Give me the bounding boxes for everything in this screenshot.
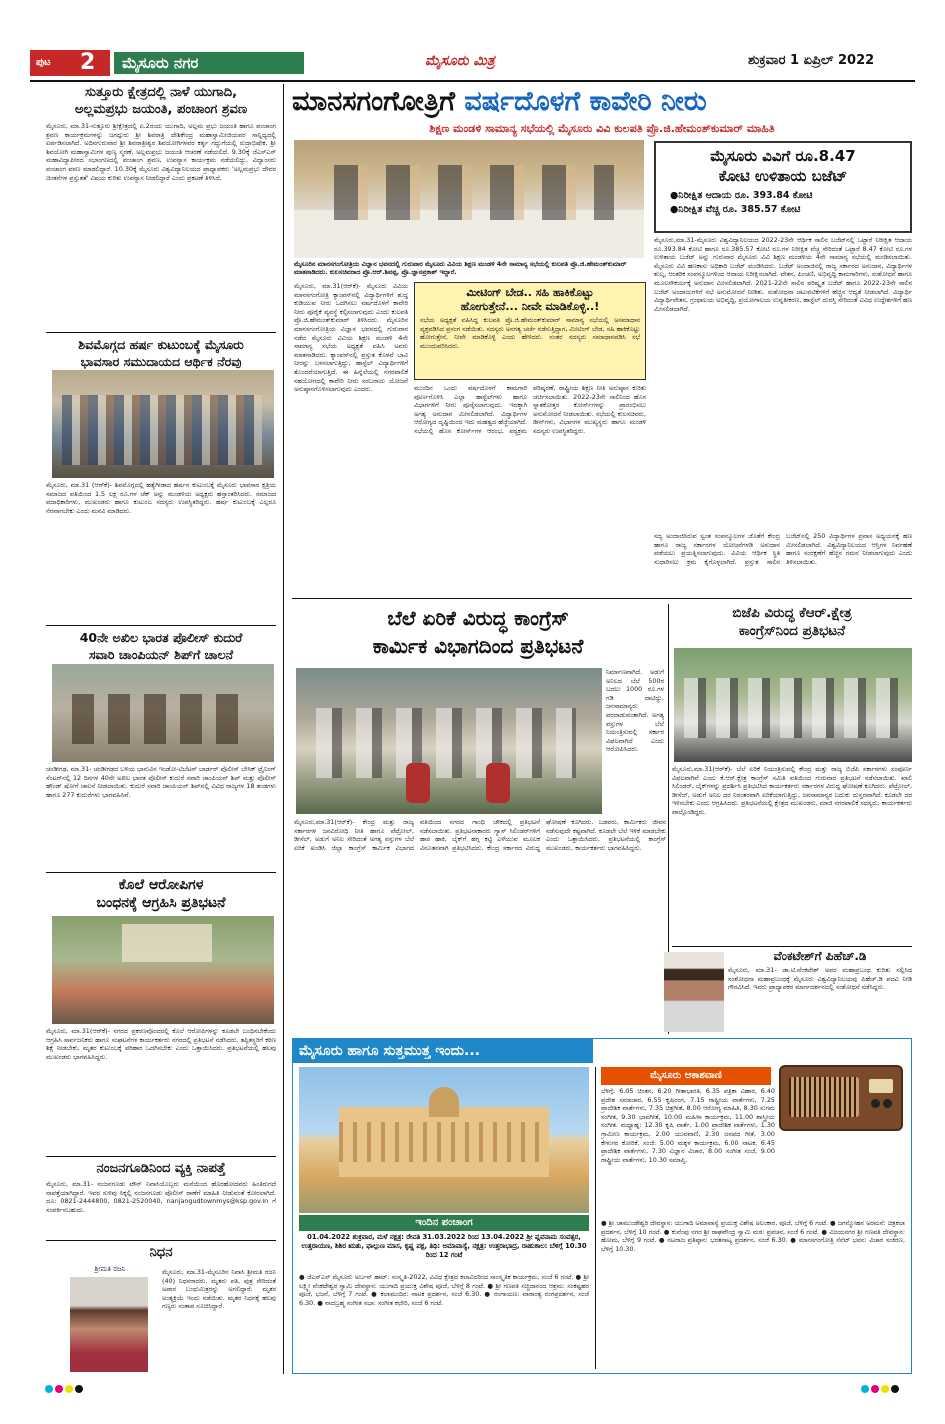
- suttur-headline-line2: ಅಲ್ಲಮಪ್ರಭು ಜಯಂತಿ, ಪಂಚಾಂಗ ಶ್ರವಣ: [74, 102, 248, 117]
- police-body: ಚಂಡೀಗಢ, ಮಾ.31- ಚಂಡೀಗಢದ ಬಳಿಯ ಭಾನುವಿನ ಇಂಡೋ-ಟಿಬೆಟನ್ ಬಾರ್ಡರ್ ಪೊಲೀಸ್ ಬೇಸಿಕ್ ಟ್ರೈನಿಂಗ್ ಸೆಂಟರ್‌ನಲ್ಲಿ 12 ದಿನಗಳ 40ನೇ ಅಖಿಲ ಭಾರತ ಪೊಲೀಸ್ ಕುದುರೆ ಸವಾರಿ ಚಾಂಪಿಯನ್ ಶಿಪ್ ಮತ್ತು ಪೊಲೀಸ್ ಹೌಂಡ್ ಷೋಗೆ ಚಾಲನೆ ನೀಡಲಾಯಿತು. ಕುದುರೆ ಸವಾರಿ ಚಾಂಪಿಯನ್ ಶಿಪ್‌ನಲ್ಲಿ ವಿವಿಧ ರಾಜ್ಯಗಳ 18 ತಂಡಗಳು ಹಾಗೂ 277 ಕುದುರೆಗಳು ಭಾಗವಹಿಸಿವೆ.: [46, 765, 276, 799]
- main-body-right: ಮುಂದಿನ ಒಂದು ವರ್ಷದೊಳಗೆ ಕಾಮಗಾರಿ ಪೂರ್ಣಗೊಳಿಸಿ ಎಲ್ಲಾ ಹಾಸ್ಟೆಲ್‌ಗಳು ಹಾಗೂ ವಿಭಾಗಗಳಿಗೆ ನೀರು ಪೂರೈಸಲಾಗುವುದು. ಇದಕ್ಕಾಗಿ ಅಗತ್ಯ ಅನುದಾನ ಮೀಸಲಿಡಲಾಗಿದೆ. ವಿದ್ಯಾರ್ಥಿಗಳ ಆರೋಗ್ಯದ ದೃಷ್ಟಿಯಿಂದ ಇದು ಮಹತ್ವದ ಹೆಜ್ಜೆಯಾಗಿದೆ. ಸಭೆಯಲ್ಲಿ ಹೊಸ ಕೋರ್ಸ್‌ಗಳ ಆರಂಭ, ಪಠ್ಯಕ್ರಮ ಪರಿಷ್ಕರಣೆ, ರಾಷ್ಟ್ರೀಯ ಶಿಕ್ಷಣ ನೀತಿ ಅನುಷ್ಠಾನ ಕುರಿತು ಚರ್ಚಿಸಲಾಯಿತು. 2022-23ನೇ ಸಾಲಿನಿಂದ ಹೊಸ ಸ್ನಾತಕೋತ್ತರ ಕೋರ್ಸ್‌ಗಳನ್ನು ಪ್ರಾರಂಭಿಸಲು ಅನುಮೋದನೆ ನೀಡಲಾಯಿತು. ಸಭೆಯಲ್ಲಿ ಕುಲಸಚಿವರು, ಡೀನ್‌ಗಳು, ವಿಭಾಗಗಳ ಮುಖ್ಯಸ್ಥರು ಹಾಗೂ ಮಂಡಳಿ ಸದಸ್ಯರು ಉಪಸ್ಥಿತರಿದ್ದರು.: [414, 384, 646, 435]
- main-headline-part2: ವರ್ಷದೊಳಗೆ ಕಾವೇರಿ ನೀರು: [464, 86, 707, 117]
- column-rule: [283, 84, 284, 1374]
- panchanga-body: 01.04.2022 ಶುಕ್ರವಾರ, ಮಳೆ ನಕ್ಷತ್ರ: ರೇವತಿ 31.03.2022 ರಿಂದ 13.04.2022 ಶ್ರೀ ಪ್ಲವನಾಮ ಸಂವತ್ಸರ, ಉತ್ತರಾಯಣ, ಶಿಶಿರ ಋತು, ಫಾಲ್ಗುಣ ಮಾಸ, ಕೃಷ್ಣ ಪಕ್ಷ, ತಿಥಿ: ಅಮಾವಾಸ್ಯೆ, ನಕ್ಷತ್ರ: ಉತ್ತರಾಭಾದ್ರ, ರಾಹುಕಾಲ: ಬೆಳಿಗ್ಗೆ 10.30 ರಿಂದ 12 ಗಂಟೆ: [301, 1233, 587, 1259]
- main-headline: [292, 84, 912, 120]
- page-number-badge: [30, 50, 110, 76]
- meeting-sidebar-box: [414, 282, 646, 380]
- budget-headline-line1: ಮೈಸೂರು ವಿವಿಗೆ ರೂ.8.47: [710, 147, 856, 165]
- divider: [46, 872, 276, 873]
- radio-icon: [779, 1065, 903, 1131]
- divider: [292, 598, 912, 599]
- main-body-left: ಮೈಸೂರು, ಮಾ.31(ಆರ್‌ಕೆ)- ಮೈಸೂರು ವಿವಿಯ ಮಾನಸಗಂಗೋತ್ರಿ ಕ್ಯಾಂಪಸ್‌ನಲ್ಲಿ ವಿದ್ಯಾರ್ಥಿಗಳಿಗೆ ಶುದ್ಧ ಕುಡಿಯುವ ನೀರು ಒದಗಿಸಲು ವರ್ಷದೊಳಗೆ ಕಾವೇರಿ ನೀರು ಪೂರೈಕೆ ವ್ಯವಸ್ಥೆ ಕಲ್ಪಿಸಲಾಗುವುದು ಎಂದು ಕುಲಪತಿ ಪ್ರೊ.ಜಿ.ಹೇಮಂತ್‌ಕುಮಾರ್ ತಿಳಿಸಿದರು. ಮೈಸೂರಿನ ಮಾನಸಗಂಗೋತ್ರಿಯ ವಿಜ್ಞಾನ ಭವನದಲ್ಲಿ ಗುರುವಾರ ನಡೆದ ಮೈಸೂರು ವಿವಿಯ ಶಿಕ್ಷಣ ಮಂಡಳಿ 4ನೇ ಸಾಮಾನ್ಯ ಸಭೆಯ ಅಧ್ಯಕ್ಷತೆ ವಹಿಸಿ ಅವರು ಮಾತನಾಡಿದರು. ಕ್ಯಾಂಪಸ್‌ನಲ್ಲಿ ಪ್ರಸ್ತುತ ಕೊಳವೆ ಬಾವಿ ನೀರನ್ನು ಬಳಸಲಾಗುತ್ತಿದ್ದು, ಹಾಸ್ಟೆಲ್ ವಿದ್ಯಾರ್ಥಿಗಳಿಗೆ ತೊಂದರೆಯಾಗುತ್ತಿದೆ. ಈ ಹಿನ್ನೆಲೆಯಲ್ಲಿ ನಗರಪಾಲಿಕೆ ಸಹಯೋಗದಲ್ಲಿ ಕಾವೇರಿ ನೀರು ಸರಬರಾಜು ಯೋಜನೆ ಅನುಷ್ಠಾನಗೊಳಿಸಲಾಗುವುದು ಎಂದರು.: [294, 282, 408, 394]
- kole-protest-photo: [52, 916, 274, 1024]
- kole-headline-line1: ಕೊಲೆ ಆರೋಪಿಗಳ: [118, 877, 204, 893]
- palace-photo: [299, 1067, 589, 1213]
- divider: [46, 625, 276, 626]
- shivamogga-group-photo: [52, 370, 274, 478]
- price-hike-body: ಮೈಸೂರು,ಮಾ.31(ಆರ್‌ಕೆ)- ಕೇಂದ್ರ ಮತ್ತು ರಾಜ್ಯ ಸರ್ಕಾರಗಳ ಜನವಿರೋಧಿ ನೀತಿ ಹಾಗೂ ಪೆಟ್ರೋಲ್, ಡೀಸೆಲ್, ಅಡುಗೆ ಅನಿಲ ಸೇರಿದಂತೆ ಅಗತ್ಯ ವಸ್ತುಗಳ ಬೆಲೆ ಏರಿಕೆ ಖಂಡಿಸಿ ಜಿಲ್ಲಾ ಕಾಂಗ್ರೆಸ್ ಕಾರ್ಮಿಕ ವಿಭಾಗದ ವತಿಯಿಂದ ನಗರದ ಗಾಂಧಿ ಚೌಕದಲ್ಲಿ ಪ್ರತಿಭಟನೆ ನಡೆಸಲಾಯಿತು. ಪ್ರತಿಭಟನಾಕಾರರು ಗ್ಯಾಸ್ ಸಿಲಿಂಡರ್‌ಗಳಿಗೆ ಹಾರ ಹಾಕಿ, ಬೈಕ್‌ಗೆ ಹಗ್ಗ ಕಟ್ಟಿ ಎಳೆಯುವ ಮೂಲಕ ವಿನೂತನವಾಗಿ ಪ್ರತಿಭಟಿಸಿದರು. ಕೇಂದ್ರ ಸರ್ಕಾರದ ವಿರುದ್ಧ ಘೋಷಣೆ ಕೂಗಿದರು. ಬಡವರು, ಕಾರ್ಮಿಕರು ಜೀವನ ನಡೆಸುವುದೇ ಕಷ್ಟವಾಗಿದೆ. ಕೂಡಲೇ ಬೆಲೆ ಇಳಿಕೆ ಮಾಡಬೇಕು ಎಂದು ಒತ್ತಾಯಿಸಿದರು. ಪ್ರತಿಭಟನೆಯಲ್ಲಿ ಕಾಂಗ್ರೆಸ್ ಮುಖಂಡರು, ಕಾರ್ಯಕರ್ತರು ಭಾಗವಹಿಸಿದ್ದರು.: [294, 818, 666, 852]
- budget-headline: [656, 143, 910, 186]
- main-headline-part1: ಮಾನಸಗಂಗೋತ್ರಿಗೆ: [292, 86, 465, 117]
- price-hike-side: ನಿರ್ಮಾಣವಾಗಿದೆ. ಅಡುಗೆ ಅನಿಲದ ಬೆಲೆ 500ರ ಬದಲು 1000 ರೂ.ಗಳ ಗಡಿ ದಾಟಿದ್ದು, ಜನಸಾಮಾನ್ಯರು ಪರದಾಡುವಂತಾಗಿದೆ. ಅಗತ್ಯ ವಸ್ತುಗಳ ಬೆಲೆ ನಿಯಂತ್ರಿಸುವಲ್ಲಿ ಸರ್ಕಾರ ವಿಫಲವಾಗಿದೆ ಎಂದು ಆರೋಪಿಸಿದರು.: [606, 668, 664, 754]
- suttur-headline: [46, 84, 276, 118]
- venkatesh-photo: [664, 952, 724, 1032]
- divider: [672, 946, 912, 947]
- price-hike-headline-line1: ಬೆಲೆ ಏರಿಕೆ ವಿರುದ್ಧ ಕಾಂಗ್ರೆಸ್: [387, 606, 569, 630]
- kr-body: ಮೈಸೂರು,ಮಾ.31(ಆರ್‌ಕೆ)- ಬೆಲೆ ಏರಿಕೆ ನಿಯಂತ್ರಿಸುವಲ್ಲಿ ಕೇಂದ್ರ ಮತ್ತು ರಾಜ್ಯ ಬಿಜೆಪಿ ಸರ್ಕಾರಗಳು ಸಂಪೂರ್ಣ ವಿಫಲವಾಗಿವೆ ಎಂದು ಕೆ.ಆರ್.ಕ್ಷೇತ್ರ ಕಾಂಗ್ರೆಸ್ ಸಮಿತಿ ವತಿಯಿಂದ ಗುರುವಾರ ಪ್ರತಿಭಟನೆ ನಡೆಸಲಾಯಿತು. ಖಾಲಿ ಸಿಲಿಂಡರ್, ಬೈಕ್‌ಗಳನ್ನು ಪ್ರದರ್ಶಿಸಿ ಪ್ರತಿಭಟಿಸಿದ ಕಾರ್ಯಕರ್ತರು ಸರ್ಕಾರಗಳ ವಿರುದ್ಧ ಘೋಷಣೆ ಕೂಗಿದರು. ಪೆಟ್ರೋಲ್, ಡೀಸೆಲ್, ಅಡುಗೆ ಅನಿಲ ದರ ನಿರಂತರವಾಗಿ ಏರಿಕೆಯಾಗುತ್ತಿದ್ದು, ಜನಸಾಮಾನ್ಯರ ಬದುಕು ದುಸ್ತರವಾಗಿದೆ. ಕೂಡಲೇ ದರ ಇಳಿಸಬೇಕು ಎಂದು ಆಗ್ರಹಿಸಿದರು. ಪ್ರತಿಭಟನೆಯಲ್ಲಿ ಕ್ಷೇತ್ರದ ಮುಖಂಡರು, ಮಾಜಿ ನಗರಪಾಲಿಕೆ ಸದಸ್ಯರು, ಕಾರ್ಯಕರ್ತರು ಪಾಲ್ಗೊಂಡಿದ್ದರು.: [672, 765, 912, 816]
- divider: [595, 1067, 596, 1369]
- masthead: [30, 47, 915, 79]
- divider: [46, 1240, 276, 1241]
- kr-headline: [672, 604, 912, 640]
- events-right: ● ಶ್ರೀ ಚಾಮುಂಡೇಶ್ವರಿ ದೇವಸ್ಥಾನ: ಯುಗಾದಿ ಅಮಾವಾಸ್ಯೆ ಪ್ರಯುಕ್ತ ವಿಶೇಷ ಅಲಂಕಾರ, ಪೂಜೆ, ಬೆಳಿಗ್ಗೆ 6 ಗಂಟೆ. ● ಜಗನ್ಮೋಹನ ಅರಮನೆ: ಚಿತ್ರಕಲಾ ಪ್ರದರ್ಶನ, ಬೆಳಿಗ್ಗೆ 10 ಗಂಟೆ. ● ಕುವೆಂಪು ನಗರ ಶ್ರೀ ರಾಘವೇಂದ್ರ ಸ್ವಾಮಿ ಮಠ: ಪ್ರವಚನ, ಸಂಜೆ 6 ಗಂಟೆ. ● ವಿಜಯನಗರ ಶ್ರೀ ಗಣಪತಿ ದೇವಸ್ಥಾನ: ಹೋಮ, ಬೆಳಿಗ್ಗೆ 9 ಗಂಟೆ. ● ನಟರಾಜ ಪ್ರತಿಷ್ಠಾನ: ಭರತನಾಟ್ಯ ಪ್ರದರ್ಶನ, ಸಂಜೆ 6.30. ● ಮಾನಸಗಂಗೋತ್ರಿ ಸೆನೆಟ್ ಭವನ: ವಿಚಾರ ಸಂಕಿರಣ, ಬೆಳಿಗ್ಗೆ 10.30.: [601, 1219, 905, 1253]
- shivamogga-headline: [46, 336, 276, 370]
- police-headline: [46, 629, 276, 663]
- police-headline-line2: ಸವಾರಿ ಚಾಂಪಿಯನ್ ಶಿಪ್‌ಗೆ ಚಾಲನೆ: [88, 647, 234, 662]
- shivamogga-headline-line1: ಶಿವಮೊಗ್ಗದ ಹರ್ಷ ಕುಟುಂಬಕ್ಕೆ ಮೈಸೂರು: [78, 337, 244, 352]
- venkatesh-headline: ವೆಂಕಟೇಶ್‌ಗೆ ಪಿಹೆಚ್.ಡಿ: [773, 949, 867, 963]
- mysuru-today-panel: [292, 1038, 912, 1374]
- kr-headline-line2: ಕಾಂಗ್ರೆಸ್‌ನಿಂದ ಪ್ರತಿಭಟನೆ: [738, 623, 846, 639]
- price-hike-headline: [292, 604, 664, 660]
- main-photo-caption: ಮೈಸೂರಿನ ಮಾನಸಗಂಗೋತ್ರಿಯ ವಿಜ್ಞಾನ ಭವನದಲ್ಲಿ ಗುರುವಾರ ಮೈಸೂರು ವಿವಿಯ ಶಿಕ್ಷಣ ಮಂಡಳಿ 4ನೇ ಸಾಮಾನ್ಯ ಸಭೆಯಲ್ಲಿ ಕುಲಪತಿ ಪ್ರೊ.ಜಿ.ಹೇಮಂತ್‌ಕುಮಾರ್ ಮಾತನಾಡಿದರು. ಕುಲಸಚಿವರಾದ ಪ್ರೊ.ಆರ್.ಶಿವಪ್ಪ, ಪ್ರೊ.ಜ್ಞಾನಪ್ರಕಾಶ್ ಇದ್ದಾರೆ.: [294, 260, 627, 277]
- nanjangud-body: ಮೈಸೂರು, ಮಾ.31- ನಂಜನಗೂಡು ಟೌನ್ ನಿವಾಸಿಯೊಬ್ಬರು ಮನೆಯಿಂದ ಹೊರಹೋದವರು ಹಿಂತಿರುಗದೆ ನಾಪತ್ತೆಯಾಗಿದ್ದಾರೆ. ಇವರ ಸುಳಿವು ಸಿಕ್ಕಲ್ಲಿ ನಂಜನಗೂಡು ಪೊಲೀಸ್ ಠಾಣೆಗೆ ಮಾಹಿತಿ ನೀಡುವಂತೆ ಕೋರಲಾಗಿದೆ. ದೂ: 0821-2444800, 0821-2520040, nanjangudtownmys@ksp.gov.in ಗೆ ಸಂಪರ್ಕಿಸಬಹುದು.: [46, 1180, 276, 1214]
- shivamogga-body: ಮೈಸೂರು, ಮಾ.31 (ಆರ್‌ಕೆ)- ಶಿವಮೊಗ್ಗದಲ್ಲಿ ಹತ್ಯೆಗೀಡಾದ ಹರ್ಷನ ಕುಟುಂಬಕ್ಕೆ ಮೈಸೂರು ಭಾವಸಾರ ಕ್ಷತ್ರಿಯ ಸಮಾಜದ ವತಿಯಿಂದ 1.5 ಲಕ್ಷ ರೂ.ಗಳ ಚೆಕ್ ಅನ್ನು ಮಂಡಳಿಯ ಅಧ್ಯಕ್ಷರು ಹಸ್ತಾಂತರಿಸಿದರು. ಸಮಾಜದ ಪದಾಧಿಕಾರಿಗಳು, ಮುಖಂಡರು ಹಾಗೂ ಕುಟುಂಬ ಸದಸ್ಯರು ಉಪಸ್ಥಿತರಿದ್ದರು. ಹರ್ಷ ಕುಟುಂಬಕ್ಕೆ ಎಲ್ಲರೂ ನೆರವಾಗಬೇಕು ಎಂದು ಮನವಿ ಮಾಡಿದರು.: [46, 481, 276, 515]
- kr-headline-line1: ಬಿಜೆಪಿ ವಿರುದ್ಧ ಕೆಆರ್.ಕ್ಷೇತ್ರ: [732, 605, 852, 621]
- budget-headline-line2: ಕೋಟಿ ಉಳಿತಾಯ ಬಜೆಟ್: [718, 167, 848, 185]
- budget-headline-box: [654, 141, 912, 233]
- registration-marks-right: [860, 1378, 900, 1397]
- budget-body-bottom: ಸದ್ಯ ಅಂದಾಜಿಸಿರುವ ಸ್ವಂತ ಸಂಪನ್ಮೂಲಗಳ ಜೊತೆಗೆ ಕೇಂದ್ರ ಹಾಗೂ ರಾಜ್ಯ ಸರ್ಕಾರಗಳ ಯೋಜನೆಗಳಡಿ ಅನುದಾನ ಪಡೆಯಲು ಪ್ರಯತ್ನಿಸಲಾಗುವುದು. ವಿವಿಯ ಆರ್ಥಿಕ ಸ್ಥಿತಿ ಸುಧಾರಿಸಲು ಕ್ರಮ ಕೈಗೊಳ್ಳಲಾಗಿದೆ. ಪ್ರಸ್ತುತ ಸಾಲಿನ ಬಜೆಟ್‌ನಲ್ಲಿ 250 ವಿದ್ಯಾರ್ಥಿಗಳ ಪ್ರವಾಸ ಅಧ್ಯಯನಕ್ಕೆ ಹಣ ಮೀಸಲಿಡಲಾಗಿದೆ. ವಿಶ್ವವಿದ್ಯಾನಿಲಯದ ಆಸ್ತಿಗಳ ನಿರ್ವಹಣೆ ಹಾಗೂ ಸಂರಕ್ಷಣೆಗೆ ಹೆಚ್ಚಿನ ಗಮನ ನೀಡಲಾಗುವುದು ಎಂದು ತಿಳಿಸಲಾಯಿತು.: [654, 532, 912, 566]
- budget-body: ಮೈಸೂರು,ಮಾ.31-ಮೈಸೂರು ವಿಶ್ವವಿದ್ಯಾನಿಲಯದ 2022-23ನೇ ಆರ್ಥಿಕ ಸಾಲಿನ ಬಜೆಟ್‌ನಲ್ಲಿ ಒಟ್ಟಾರೆ ನಿರೀಕ್ಷಿತ ಆದಾಯ ರೂ.393.84 ಕೋಟಿ ಹಾಗೂ ರೂ.385.57 ಕೋಟಿ ರೂ.ಗಳ ನಿರೀಕ್ಷಿತ ವೆಚ್ಚ ಸೇರಿದಂತೆ ಒಟ್ಟಾರೆ 8.47 ಕೋಟಿ ರೂ.ಗಳ ಉಳಿತಾಯ ಬಜೆಟ್ ಅನ್ನು ಗುರುವಾರ ಮೈಸೂರು ವಿವಿ ಶಿಕ್ಷಣ ಮಂಡಳಿಯ 4ನೇ ಸಾಮಾನ್ಯ ಸಭೆಯಲ್ಲಿ ಮಂಡಿಸಲಾಯಿತು. ಮೈಸೂರು ವಿವಿ ಹಣಕಾಸು ಅಧಿಕಾರಿ ಬಜೆಟ್ ಮಂಡಿಸಿದರು. ಬಜೆಟ್ ಅಂದಾಜಿನಲ್ಲಿ ರಾಜ್ಯ ಸರ್ಕಾರದ ಅನುದಾನ, ವಿದ್ಯಾರ್ಥಿಗಳ ಶುಲ್ಕ, ಆಂತರಿಕ ಸಂಪನ್ಮೂಲಗಳಿಂದ ಆದಾಯ ನಿರೀಕ್ಷಿಸಲಾಗಿದೆ. ವೇತನ, ಪಿಂಚಣಿ, ಅಭಿವೃದ್ಧಿ ಕಾಮಗಾರಿಗಳು, ಸಂಶೋಧನೆ ಹಾಗೂ ಮೂಲಸೌಕರ್ಯಕ್ಕೆ ಅನುದಾನ ಮೀಸಲಿಡಲಾಗಿದೆ. 2021-22ನೇ ಸಾಲಿನ ಪರಿಷ್ಕೃತ ಬಜೆಟ್ ಹಾಗೂ 2022-23ನೇ ಸಾಲಿನ ಬಜೆಟ್ ಅಂದಾಜುಗಳಿಗೆ ಸಭೆ ಅನುಮೋದನೆ ನೀಡಿತು. ಸಂಶೋಧನಾ ಚಟುವಟಿಕೆಗಳಿಗೆ ಹೆಚ್ಚಿನ ಆದ್ಯತೆ ನೀಡಲಾಗಿದೆ. ವಿದ್ಯಾರ್ಥಿ ವಿದ್ಯಾರ್ಥಿವೇತನ, ಗ್ರಂಥಾಲಯ ಅಭಿವೃದ್ಧಿ, ಪ್ರಯೋಗಾಲಯ ಉನ್ನತೀಕರಣ, ಹಾಸ್ಟೆಲ್ ದುರಸ್ತಿ ಸೇರಿದಂತೆ ವಿವಿಧ ಉದ್ದೇಶಗಳಿಗೆ ಹಣ ಮೀಸಲಿಡಲಾಗಿದೆ.: [654, 236, 912, 313]
- kole-headline: [46, 876, 276, 912]
- main-meeting-photo: [294, 140, 644, 258]
- nanjangud-headline: ನಂಜನಗೂಡಿನಿಂದ ವ್ಯಕ್ತಿ ನಾಪತ್ತೆ: [96, 1161, 226, 1176]
- obituary-body: ಮೈಸೂರು, ಮಾ.31-ಮೈಸೂರಿನ ನಿವಾಸಿ ಶ್ರೀಮತಿ ರಜನಿ (40) ನಿಧನರಾದರು. ಮೃತರು ಪತಿ, ಪುತ್ರ ಸೇರಿದಂತೆ ಅಪಾರ ಬಂಧುಮಿತ್ರರನ್ನು ಅಗಲಿದ್ದಾರೆ. ಮೃತರ ಅಂತ್ಯಕ್ರಿಯೆ ಇಂದು ನಡೆಯಿತು. ಮೃತರ ನಿಧನಕ್ಕೆ ಹಲವು ಗಣ್ಯರು ಸಂತಾಪ ಸೂಚಿಸಿದ್ದಾರೆ.: [162, 1268, 276, 1311]
- kr-protest-photo: [674, 648, 912, 762]
- budget-bullet-expense: ●ನಿರೀಕ್ಷಿತ ವೆಚ್ಚ ರೂ. 385.57 ಕೋಟಿ: [670, 204, 801, 215]
- page-number: 2: [80, 50, 96, 75]
- section-name: ಮೈಸೂರು ನಗರ: [114, 52, 304, 74]
- akashavani-body: ಬೆಳಿಗ್ಗೆ: 6.05 ಚಿಂತನ, 6.20 ಗೀತಾಭಾರತಿ, 6.35 ಪತ್ರಿಕಾ ವಿಹಾರ, 6.40 ಪ್ರದೇಶ ಸಮಾಚಾರ, 6.55 ಕೃಷಿರಂಗ, 7.15 ರಾಷ್ಟ್ರೀಯ ವಾರ್ತೆಗಳು, 7.25 ಪ್ರಾದೇಶಿಕ ವಾರ್ತೆಗಳು, 7.35 ಚಿತ್ರಗೀತೆ, 8.00 ಆರೋಗ್ಯ ಮಾಹಿತಿ, 8.30 ಸುಗಮ ಸಂಗೀತ, 9.30 ಭಾವಗೀತೆ, 10.00 ಮಹಿಳಾ ಕಾರ್ಯಕ್ರಮ, 11.00 ಶಾಸ್ತ್ರೀಯ ಸಂಗೀತ. ಮಧ್ಯಾಹ್ನ: 12.30 ಕೃಷಿ ವಾರ್ತೆ, 1.00 ಪ್ರಾದೇಶಿಕ ವಾರ್ತೆಗಳು, 1.30 ಗ್ರಾಮೀಣ ಕಾರ್ಯಕ್ರಮ, 2.00 ಯುವವಾಣಿ, 2.30 ಜನಪದ ಗೀತೆ, 3.00 ಕೇಳುಗರ ಕೋರಿಕೆ. ಸಂಜೆ: 5.00 ಮಕ್ಕಳ ಕಾರ್ಯಕ್ರಮ, 6.00 ನಾಟಕ, 6.45 ಪ್ರಾದೇಶಿಕ ವಾರ್ತೆಗಳು, 7.30 ವಿಜ್ಞಾನ ವಿಚಾರ, 8.00 ಸಂಗೀತ ಸಂಜೆ, 9.00 ರಾಷ್ಟ್ರೀಯ ವಾರ್ತೆಗಳು, 10.30 ಸಮಾಪ್ತಿ.: [601, 1087, 775, 1164]
- police-horse-photo: [52, 664, 274, 762]
- main-deck: ಶಿಕ್ಷಣ ಮಂಡಳಿ ಸಾಮಾನ್ಯ ಸಭೆಯಲ್ಲಿ ಮೈಸೂರು ವಿವಿ ಕುಲಪತಿ ಪ್ರೊ.ಜಿ.ಹೇಮಂತ್‌ಕುಮಾರ್ ಮಾಹಿತಿ: [429, 122, 775, 135]
- panchanga-title: ಇಂದಿನ ಪಂಚಾಂಗ: [299, 1215, 589, 1231]
- akashavani-title: ಮೈಸೂರು ಆಕಾಶವಾಣಿ: [601, 1067, 771, 1085]
- divider: [46, 332, 276, 333]
- budget-bullet-income: ●ನಿರೀಕ್ಷಿತ ಆದಾಯ ರೂ. 393.84 ಕೋಟಿ: [670, 190, 813, 201]
- paper-name: ಮೈಸೂರು ಮಿತ್ರ: [425, 53, 495, 69]
- page-label: ಪುಟ: [36, 57, 51, 68]
- events-left: ● ಜೆಎಸ್ಎಸ್ ಮೈಸೂರು ಅರ್ಬನ್ ಹಾಟ್: ಸಂಸ್ಕೃತಿ-2022, ವಿವಿಧ ಕ್ಷೇತ್ರದ ಕಲಾವಿದರಿಂದ ಸಾಂಸ್ಕೃತಿಕ ಕಾರ್ಯಕ್ರಮ, ಸಂಜೆ 6 ಗಂಟೆ. ● ಶ್ರೀ ಲಕ್ಷ್ಮೀ ವೆಂಕಟೇಶ್ವರ ಸ್ವಾಮಿ ದೇವಸ್ಥಾನ: ಯುಗಾದಿ ಪ್ರಯುಕ್ತ ವಿಶೇಷ ಪೂಜೆ, ಬೆಳಿಗ್ಗೆ 8 ಗಂಟೆ. ● ಶ್ರೀ ಗಣಪತಿ ಸಚ್ಚಿದಾನಂದ ಆಶ್ರಮ: ಸಂಕಷ್ಟಹರ ಪೂಜೆ, ಭಜನೆ, ಬೆಳಿಗ್ಗೆ 7 ಗಂಟೆ. ● ಕಲಾಮಂದಿರ: ನಾಟಕ ಪ್ರದರ್ಶನ, ಸಂಜೆ 6.30. ● ರಂಗಾಯಣ: ವಾರಾಂತ್ಯ ರಂಗಪ್ರದರ್ಶನ, ಸಂಜೆ 6.30. ● ನಾದಬ್ರಹ್ಮ ಸಂಗೀತ ಸಭಾ: ಸಂಗೀತ ಕಛೇರಿ, ಸಂಜೆ 6 ಗಂಟೆ.: [299, 1273, 589, 1307]
- meeting-headline-line1: ಮೀಟಿಂಗ್ ಬೇಡ.. ಸಹಿ ಹಾಕಿಕೊಟ್ಟು: [466, 286, 594, 299]
- price-hike-headline-line2: ಕಾರ್ಮಿಕ ವಿಭಾಗದಿಂದ ಪ್ರತಿಭಟನೆ: [372, 634, 584, 658]
- suttur-headline-line1: ಸುತ್ತೂರು ಕ್ಷೇತ್ರದಲ್ಲಿ ನಾಳೆ ಯುಗಾದಿ,: [84, 85, 238, 100]
- meeting-sidebar-headline: [415, 283, 645, 314]
- masthead-rule: [30, 80, 915, 82]
- police-headline-line1: 40ನೇ ಅಖಿಲ ಭಾರತ ಪೊಲೀಸ್ ಕುದುರೆ: [79, 630, 243, 645]
- shivamogga-headline-line2: ಭಾವಸಾರ ಸಮುದಾಯದ ಆರ್ಥಿಕ ನೆರವು: [80, 354, 242, 369]
- obituary-photo: [70, 1277, 148, 1372]
- divider: [46, 1156, 276, 1157]
- issue-date: ಶುಕ್ರವಾರ 1 ಏಪ್ರಿಲ್ 2022: [748, 53, 875, 68]
- meeting-sidebar-body: ಸಭೆಯ ಅಧ್ಯಕ್ಷತೆ ವಹಿಸಿದ್ದ ಕುಲಪತಿ ಪ್ರೊ.ಜಿ.ಹೇಮಂತ್‌ಕುಮಾರ್ ಸಾಮಾನ್ಯ ಸಭೆಯಲ್ಲಿ ಅಸಮಾಧಾನ ವ್ಯಕ್ತಪಡಿಸಿದ ಪ್ರಸಂಗ ನಡೆಯಿತು. ಸದಸ್ಯರು ಅನಗತ್ಯ ಚರ್ಚೆ ನಡೆಸುತ್ತಿದ್ದಾಗ, ಮೀಟಿಂಗ್ ಬೇಡ, ಸಹಿ ಹಾಕಿಕೊಟ್ಟು ಹೋಗುತ್ತೇನೆ, ನೀವೇ ಮಾಡಿಕೊಳ್ಳಿ ಎಂದು ಹೇಳಿದರು. ನಂತರ ಸದಸ್ಯರು ಸಮಾಧಾನಪಡಿಸಿ ಸಭೆ ಮುಂದುವರಿಸಿದರು.: [420, 316, 640, 350]
- kole-headline-line2: ಬಂಧನಕ್ಕೆ ಆಗ್ರಹಿಸಿ ಪ್ರತಿಭಟನೆ: [96, 895, 226, 911]
- venkatesh-body: ಮೈಸೂರು, ಮಾ.31- ಡಾ.ಟಿ.ವೆಂಕಟೇಶ್ ಅವರ ಮಹಾಪ್ರಬಂಧ ಕುರಿತು ಸಲ್ಲಿಸಿದ ಸಂಶೋಧನಾ ಮಹಾಪ್ರಬಂಧಕ್ಕೆ ಮೈಸೂರು ವಿಶ್ವವಿದ್ಯಾನಿಲಯವು ಪಿಹೆಚ್.ಡಿ ಪದವಿ ನೀಡಿ ಗೌರವಿಸಿದೆ. ಇವರು ಪ್ರಾಧ್ಯಾಪಕರ ಮಾರ್ಗದರ್ಶನದಲ್ಲಿ ಸಂಶೋಧನೆ ನಡೆಸಿದ್ದರು.: [728, 966, 912, 992]
- obituary-name: ಶ್ರೀಮತಿ ರಜನಿ: [94, 1265, 126, 1273]
- registration-marks-left: [44, 1378, 84, 1397]
- kole-body: ಮೈಸೂರು, ಮಾ.31(ಆರ್‌ಕೆ)- ನಗರದ ಪ್ರಕರಣವೊಂದರಲ್ಲಿ ಕೊಲೆ ಆರೋಪಿಗಳನ್ನು ಕೂಡಲೇ ಬಂಧಿಸಬೇಕೆಂದು ಆಗ್ರಹಿಸಿ ಸಾರ್ವಜನಿಕರು ಹಾಗೂ ಸಂಘಟನೆಗಳ ಕಾರ್ಯಕರ್ತರು ನಗರದಲ್ಲಿ ಪ್ರತಿಭಟನೆ ನಡೆಸಿದರು. ತಪ್ಪಿತಸ್ಥರಿಗೆ ಕಠಿಣ ಶಿಕ್ಷೆ ನೀಡಬೇಕು, ಮೃತರ ಕುಟುಂಬಕ್ಕೆ ಪರಿಹಾರ ಒದಗಿಸಬೇಕು ಎಂದು ಒತ್ತಾಯಿಸಿದರು. ಪ್ರತಿಭಟನೆಯಲ್ಲಿ ಹಲವು ಮುಖಂಡರು ಭಾಗವಹಿಸಿದ್ದರು.: [46, 1027, 276, 1061]
- obituary-headline: ನಿಧನ: [149, 1245, 173, 1260]
- meeting-headline-line2: ಹೋಗುತ್ತೇನೆ... ನೀವೇ ಮಾಡಿಕೊಳ್ಳಿ..!: [460, 300, 600, 313]
- mysuru-today-title: ಮೈಸೂರು ಹಾಗೂ ಸುತ್ತಮುತ್ತ ಇಂದು...: [293, 1039, 593, 1063]
- suttur-body: ಮೈಸೂರು, ಮಾ.31-ಸುತ್ತೂರು ಶ್ರೀಕ್ಷೇತ್ರದಲ್ಲಿ ಏ.2ರಂದು ಯುಗಾದಿ, ಅಲ್ಲಮ ಪ್ರಭು ಜಯಂತಿ ಹಾಗೂ ಪಂಚಾಂಗ ಶ್ರವಣ ಕಾರ್ಯಕ್ರಮಗಳನ್ನು ಜಗದ್ಗುರು ಶ್ರೀ ಶಿವರಾತ್ರಿ ದೇಶಿಕೇಂದ್ರ ಮಹಾಸ್ವಾಮೀಜಿಯವರ ಸಾನ್ನಿಧ್ಯದಲ್ಲಿ ಏರ್ಪಡಿಸಲಾಗಿದೆ. ಅದಿನಗುರುವಾರ ಶ್ರೀ ಶಿವರಾತ್ರೀಶ್ವರ ಶಿವಯೋಗಿಗಳವರ ಕರ್ತೃ ಗದ್ದುಗೆಯಲ್ಲಿ ರುದ್ರಾಭಿಷೇಕ, ಶ್ರೀ ಶಿವಯೋಗಿ ಮಹಾಸ್ವಾಮಿಗಳ ಪುಣ್ಯ ಸ್ಮರಣೆ, ಅಲ್ಲಮಪ್ರಭು ಜಯಂತಿ ಆಚರಣೆ ನಡೆಯಲಿದೆ. 9.30ಕ್ಕೆ ಜೆಎಸ್ಎಸ್ ಮಹಾವಿದ್ಯಾಪೀಠದ ಸಭಾಂಗಣದಲ್ಲಿ ಪಂಚಾಂಗ ಶ್ರವಣ, ಉಪನ್ಯಾಸ ಕಾರ್ಯಕ್ರಮ ನಡೆಯಲಿದ್ದು, ವಿದ್ವಾಂಸರು ಪಂಚಾಂಗ ಪಠಣ ಮಾಡಲಿದ್ದಾರೆ. 10.30ಕ್ಕೆ ಮೈಸೂರು ವಿಶ್ವವಿದ್ಯಾನಿಲಯದ ಪ್ರಾಧ್ಯಾಪಕರು 'ಅಲ್ಲಮಪ್ರಭು ದೇವರ ಚಿಂತನೆಗಳ ಪ್ರಸ್ತುತತೆ' ವಿಷಯ ಕುರಿತು ಉಪನ್ಯಾಸ ನೀಡಲಿದ್ದಾರೆ ಎಂದು ಪ್ರಕಟಣೆ ತಿಳಿಸಿದೆ.: [46, 122, 276, 182]
- price-hike-photo: [296, 668, 602, 814]
